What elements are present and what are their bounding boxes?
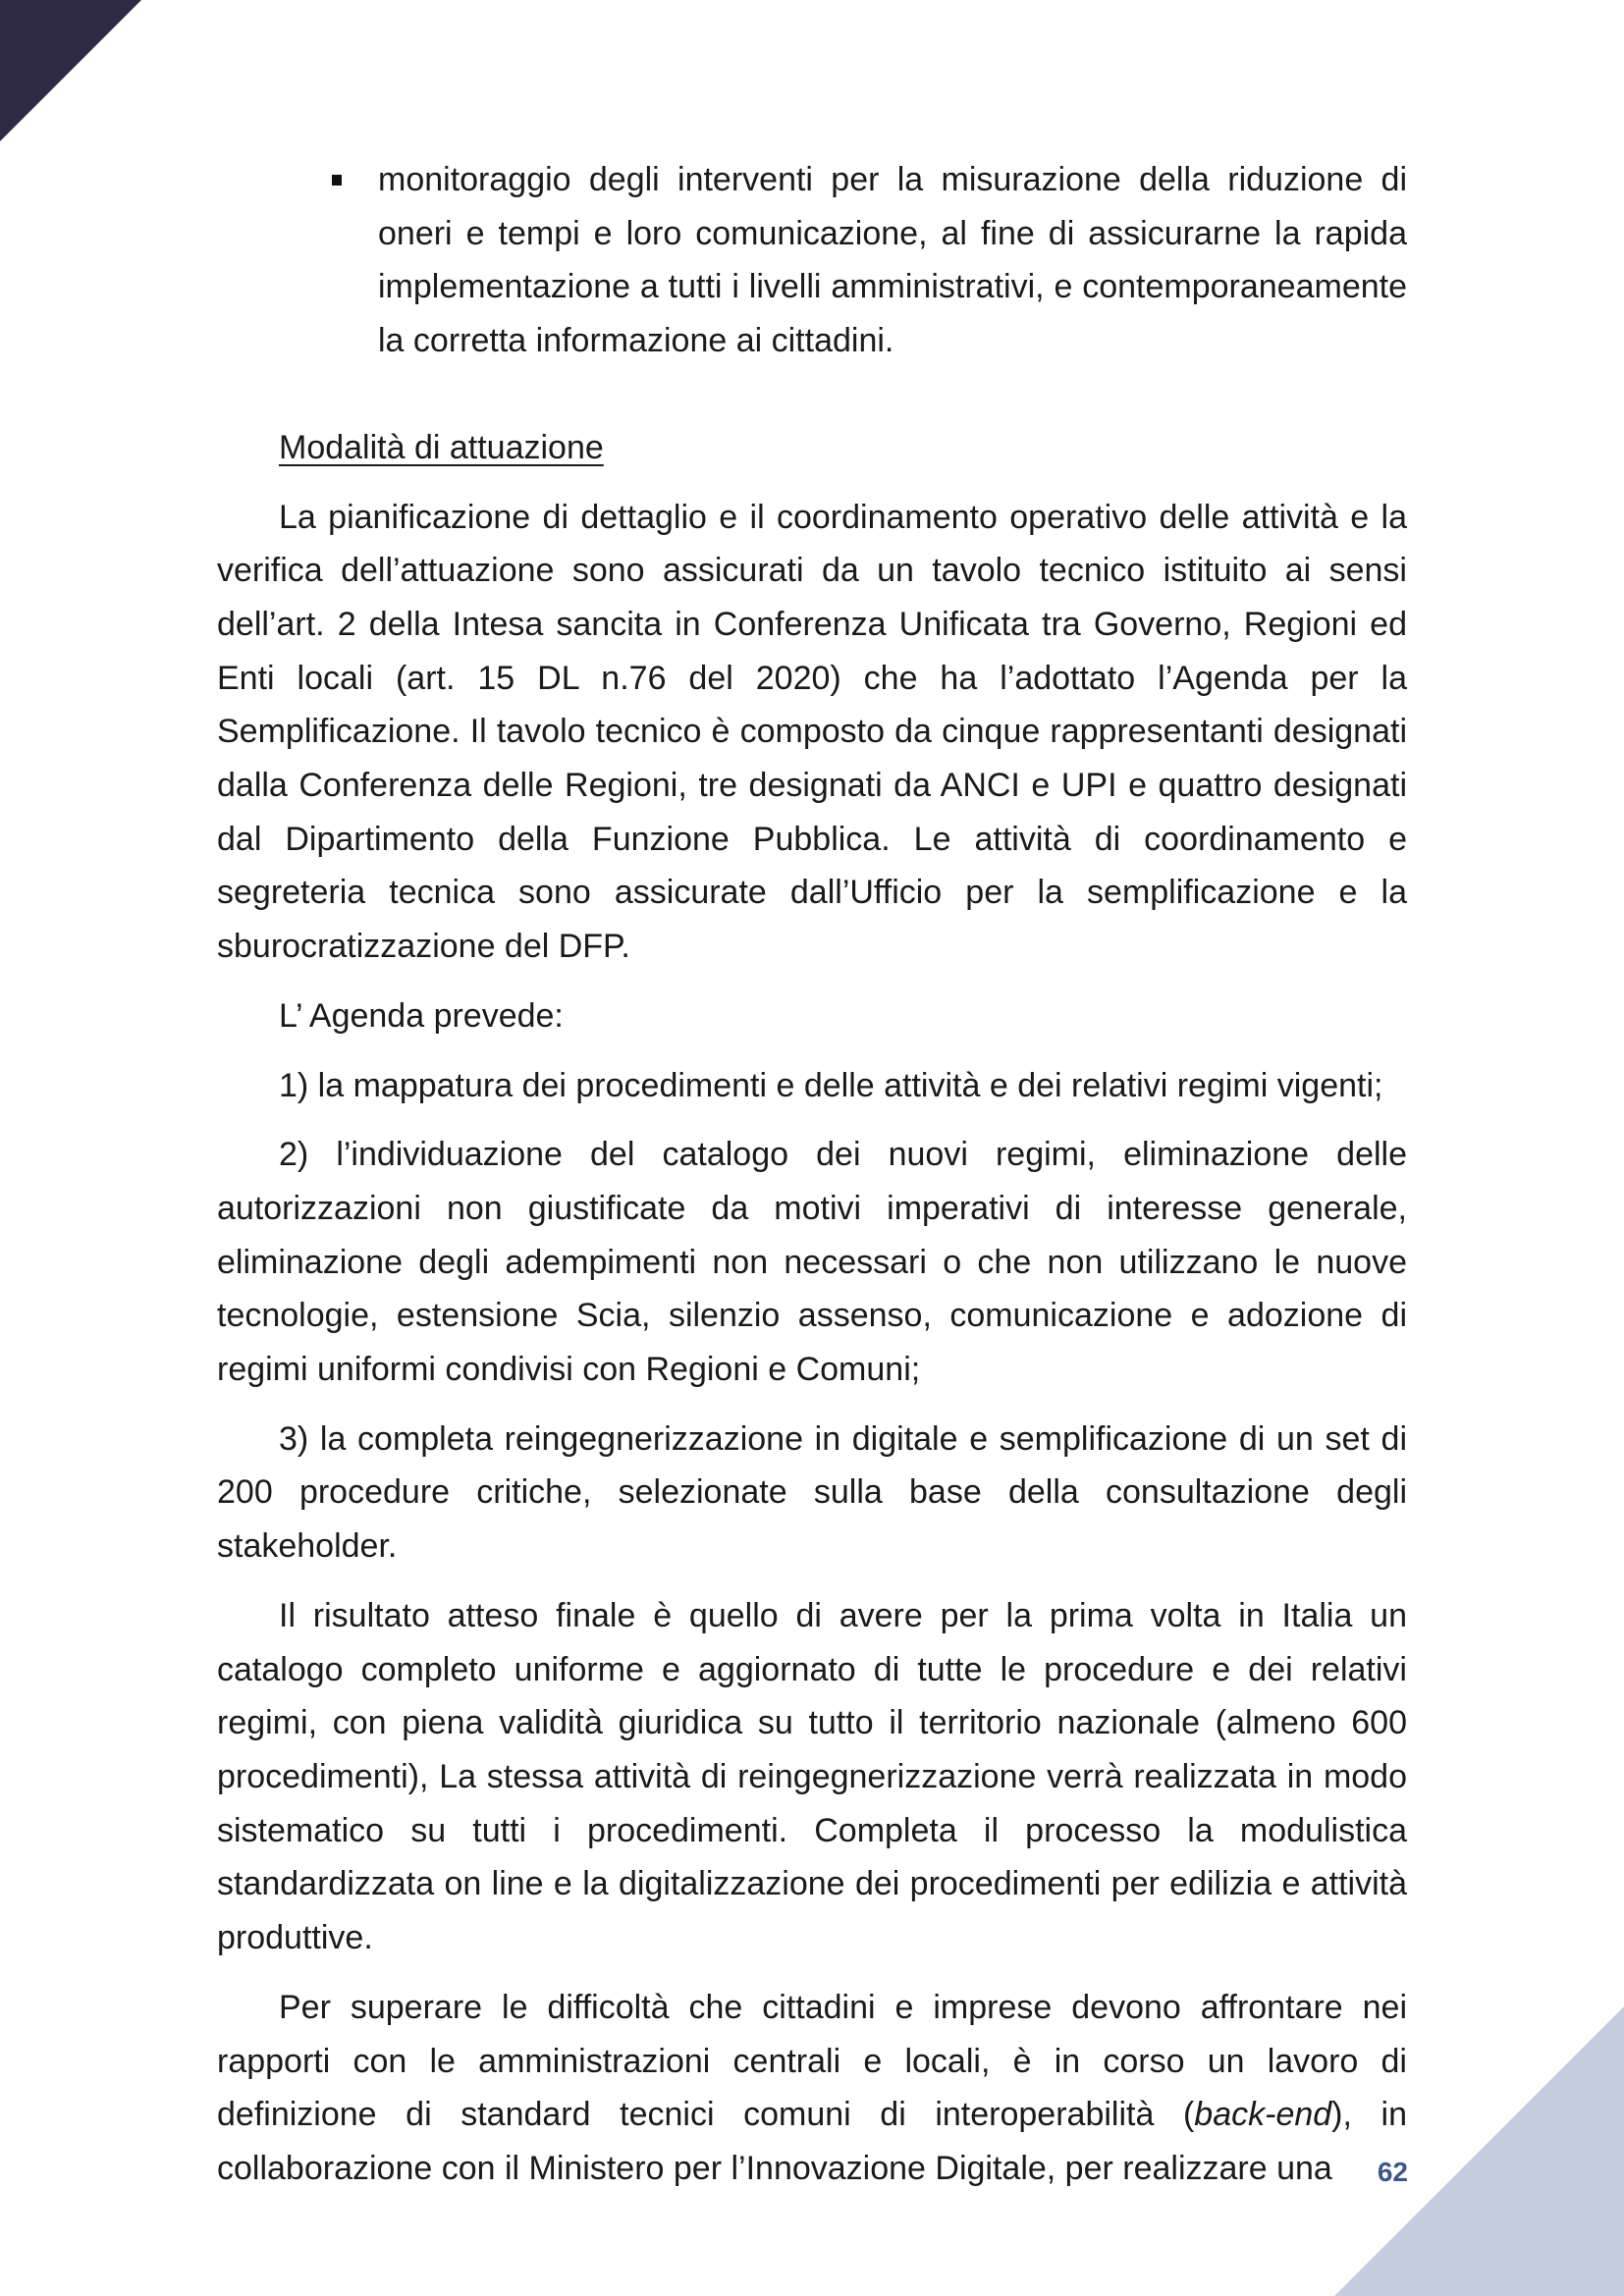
- bullet-text: monitoraggio degli interventi per la misurazione della riduzione di oneri e tempi e loro comunicazione, al fine di assicurarne la rapida implementazione a tutti i livelli amministrativi, e contemporaneamente la corretta informazione ai cittadini.: [378, 161, 1407, 360]
- paragraph-point-2: 2) l’individuazione del catalogo dei nuovi regimi, eliminazione delle autorizzazioni non giustificate da motivi imperativi di interesse generale, eliminazione degli adempimenti non necessari o che non utilizzano le nuove tecnologie, estensione Scia, silenzio assenso, comunicazione e adozione di regimi uniformi condivisi con Regioni e Comuni;: [217, 1136, 1407, 1389]
- paragraph-text-before: Per superare le difficoltà che cittadini e imprese devono affrontare nei rapporti con le amministrazioni centrali e locali, è in corso un lavoro di definizione di standard tecnici comuni di interoperabilità (: [217, 1988, 1407, 2134]
- document-body: [217, 153, 1407, 2212]
- page-number: 62: [1377, 2157, 1408, 2187]
- paragraph-point-3: 3) la completa reingegnerizzazione in digitale e semplificazione di un set di 200 procedure critiche, selezionate sulla base della consultazione degli stakeholder.: [217, 1419, 1407, 1566]
- bullet-list-item: [217, 153, 1407, 368]
- paragraph-text-after: ), in collaborazione con il Ministero per l’Innovazione Digitale, per realizzare una: [217, 2096, 1407, 2187]
- corner-decoration-top-left: [0, 0, 141, 141]
- section-heading: Modalità di attuazione: [279, 428, 604, 466]
- paragraph-point-1: 1) la mappatura dei procedimenti e delle attività e dei relativi regimi vigenti;: [279, 1066, 1383, 1104]
- paragraph-agenda-intro: L’ Agenda prevede:: [279, 996, 564, 1035]
- paragraph-risultato-atteso: Il risultato atteso finale è quello di avere per la prima volta in Italia un catalogo completo uniforme e aggiornato di tutte le procedure e dei relativi regimi, con piena validità giuridica su tutto il territorio nazionale (almeno 600 procedimenti), La stessa attività di reingegnerizzazione verrà realizzata in modo sistematico su tutti i procedimenti. Completa il processo la modulistica standardizzata on line e la digitalizzazione dei procedimenti per edilizia e attività produttive.: [217, 1596, 1407, 1957]
- italic-term: back-end: [1194, 2096, 1332, 2134]
- paragraph-interoperabilita: [217, 1981, 1407, 2196]
- paragraph-tavolo-tecnico: La pianificazione di dettaglio e il coordinamento operativo delle attività e la verifica dell’attuazione sono assicurati da un tavolo tecnico istituito ai sensi dell’art. 2 della Intesa sancita in Conferenza Unificata tra Governo, Regioni ed Enti locali (art. 15 DL n.76 del 2020) che ha l’adottato l’Agenda per la Semplificazione. Il tavolo tecnico è composto da cinque rappresentanti designati dalla Conferenza delle Regioni, tre designati da ANCI e UPI e quattro designati dal Dipartimento della Funzione Pubblica. Le attività di coordinamento e segreteria tecnica sono assicurate dall’Ufficio per la semplificazione e la sburocratizzazione del DFP.: [217, 498, 1407, 966]
- square-bullet-icon: [332, 175, 342, 186]
